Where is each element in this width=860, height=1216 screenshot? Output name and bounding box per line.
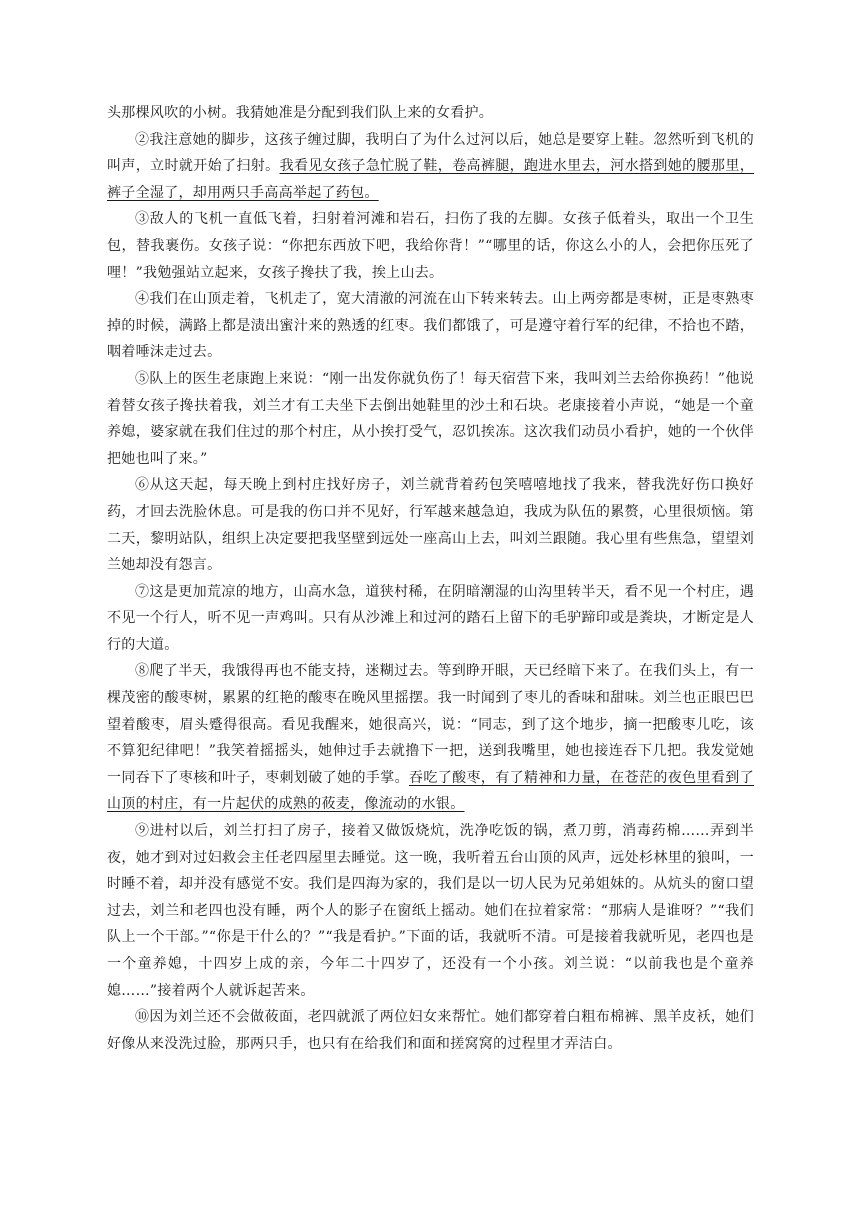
- paragraph-8: [107, 658, 754, 818]
- paragraph-2: [107, 127, 754, 207]
- text-segment: ④我们在山顶走着，飞机走了，宽大清澈的河流在山下转来转去。山上两旁都是枣树，正是枣熟枣掉的时候，满路上都是渍出蜜汁来的熟透的红枣。我们都饿了，可是遵守着行军的纪律，不拾也不踏，咽着唾沫走过去。: [107, 291, 754, 361]
- text-segment: ②我注意她的脚步，这孩子缠过脚，我明白了为什么过河以后，她总是要穿上鞋。忽然听到飞机的叫声，立时就开始了扫射。: [107, 131, 754, 175]
- text-segment: ⑥从这天起，每天晚上到村庄找好房子，刘兰就背着药包笑嘻嘻地找了我来，替我洗好伤口换好药，才回去洗脸休息。可是我的伤口并不见好，行军越来越急迫，我成为队伍的累赘，心里很烦恼。第二天，黎明站队，组织上决定要把我坚壁到远处一座高山上去，叫刘兰跟随。我心里有些焦急，望望刘兰她却没有怨言。: [107, 477, 754, 574]
- text-segment: ⑦这是更加荒凉的地方，山高水急，道狭村稀，在阴暗潮湿的山沟里转半天，看不见一个村庄，遇不见一个行人，听不见一声鸡叫。只有从沙滩上和过河的踏石上留下的毛驴蹄印或是粪块，才断定是人行的大道。: [107, 583, 754, 653]
- text-segment: ⑤队上的医生老康跑上来说：“刚一出发你就负伤了！每天宿营下来，我叫刘兰去给你换药！”他说着替女孩子搀扶着我，刘兰才有工夫坐下去倒出她鞋里的沙土和石块。老康接着小声说，“她是一个童养媳，婆家就在我们住过的那个村庄，从小挨打受气，忍饥挨冻。这次我们动员小看护，她的一个伙伴把她也叫了来。”: [107, 370, 754, 467]
- document-page: [107, 100, 754, 1057]
- paragraph-continuation: [107, 100, 754, 127]
- paragraph-10: [107, 1004, 754, 1057]
- underlined-sentence: 吞吃了酸枣，有了精神和力量，在苍茫的夜色里看到了山顶的村庄，有一片起伏的成熟的莜麦，像流动的水银。: [107, 769, 754, 813]
- paragraph-9: [107, 818, 754, 1004]
- paragraph-6: [107, 472, 754, 578]
- text-segment: ⑨进村以后，刘兰打扫了房子，接着又做饭烧炕，洗净吃饭的锅，煮刀剪，消毒药棉……弄到半夜，她才到对过妇救会主任老四屋里去睡觉。这一晚，我听着五台山顶的风声，远处杉林里的狼叫，一时睡不着，却并没有感觉不安。我们是四海为家的，我们是以一切人民为兄弟姐妹的。从炕头的窗口望过去，刘兰和老四也没有睡，两个人的影子在窗纸上摇动。她们在拉着家常：“那病人是谁呀？”“我们队上一个干部。”“你是干什么的？”“我是看护。”下面的话，我就听不清。可是接着我就听见，老四也是一个童养媳，十四岁上成的亲，今年二十四岁了，还没有一个小孩。刘兰说：“以前我也是个童养媳……”接着两个人就诉起苦来。: [107, 823, 754, 999]
- paragraph-4: [107, 286, 754, 366]
- text-segment: ⑩因为刘兰还不会做莜面，老四就派了两位妇女来帮忙。她们都穿着白粗布棉裤、黑羊皮袄，她们好像从来没洗过脸，那两只手，也只有在给我们和面和搓窝窝的过程里才弄洁白。: [107, 1009, 754, 1052]
- text-segment: ⑧爬了半天，我饿得再也不能支持，迷糊过去。等到睁开眼，天已经暗下来了。在我们头上，有一棵茂密的酸枣树，累累的红艳的酸枣在晚风里摇摆。我一时闻到了枣儿的香味和甜味。刘兰也正眼巴巴望着酸枣，眉头蹙得很高。看见我醒来，她很高兴，说：“同志，到了这个地步，摘一把酸枣儿吃，该不算犯纪律吧！”我笑着摇摇头，她伸过手去就撸下一把，送到我嘴里，她也接连吞下几把。我发觉她一同吞下了枣核和叶子，枣刺划破了她的手掌。: [107, 663, 754, 786]
- text-segment: ③敌人的飞机一直低飞着，扫射着河滩和岩石，扫伤了我的左脚。女孩子低着头，取出一个卫生包，替我裹伤。女孩子说：“你把东西放下吧，我给你背！”“哪里的话，你这么小的人，会把你压死了哩！”我勉强站立起来，女孩子搀扶了我，挨上山去。: [107, 211, 754, 281]
- underlined-sentence: 我看见女孩子急忙脱了鞋，卷高裤腿，跑进水里去，河水搭到她的腰那里，裤子全湿了，却用两只手高高举起了药包。: [107, 158, 754, 201]
- paragraph-5: [107, 366, 754, 472]
- paragraph-3: [107, 206, 754, 286]
- text-segment: 头那棵风吹的小树。我猜她准是分配到我们队上来的女看护。: [107, 105, 494, 121]
- paragraph-7: [107, 579, 754, 659]
